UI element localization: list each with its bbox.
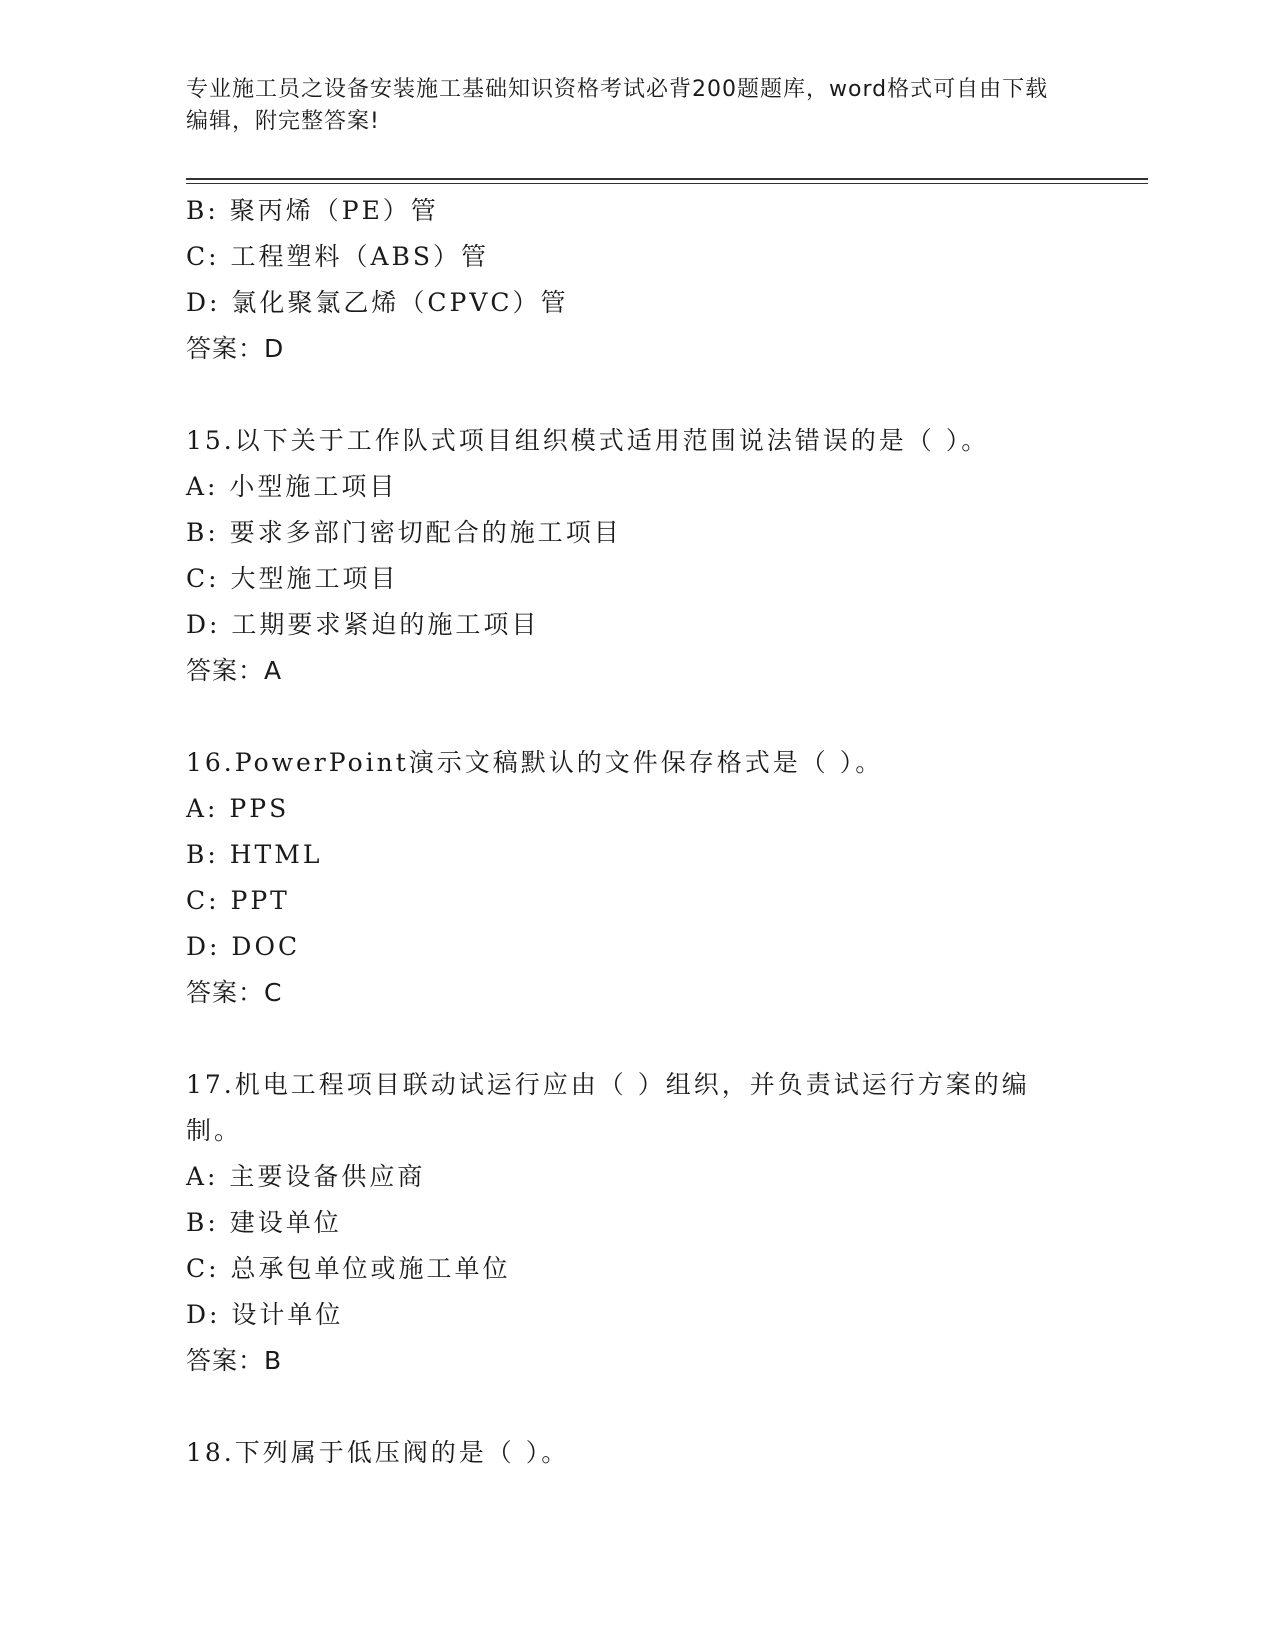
question-16 [186,740,1066,1016]
header-rule-thin [186,183,1148,184]
question-14-tail [186,188,1066,372]
option-c: C: 工程塑料（ABS）管 [186,242,490,271]
question-stem: 15.以下关于工作队式项目组织模式适用范围说法错误的是（ ）。 [186,426,990,455]
option-c: C: 总承包单位或施工单位 [186,1254,511,1283]
option-d: D: 工期要求紧迫的施工项目 [186,610,540,639]
option-a: A: 小型施工项目 [186,472,398,501]
option-d: D: DOC [186,932,301,961]
question-stem: 16.PowerPoint演示文稿默认的文件保存格式是（ ）。 [186,748,884,777]
question-18 [186,1430,1066,1476]
question-stem: 18.下列属于低压阀的是（ ）。 [186,1438,570,1467]
answer: 答案：D [186,334,285,363]
question-15 [186,418,1066,694]
answer: 答案：B [186,1346,283,1375]
option-d: D: 氯化聚氯乙烯（CPVC）管 [186,288,569,317]
option-a: A: 主要设备供应商 [186,1162,426,1191]
question-17 [186,1062,1066,1384]
question-stem: 17.机电工程项目联动试运行应由（ ）组织，并负责试运行方案的编制。 [186,1070,1030,1145]
option-b: B: 要求多部门密切配合的施工项目 [186,518,622,547]
header-rule-thick [186,178,1148,180]
option-b: B: 建设单位 [186,1208,342,1237]
option-d: D: 设计单位 [186,1300,344,1329]
option-c: C: 大型施工项目 [186,564,399,593]
answer: 答案：A [186,656,283,685]
option-c: C: PPT [186,886,290,915]
option-b: B: HTML [186,840,323,869]
answer: 答案：C [186,978,283,1007]
question-list [186,188,1066,1476]
option-b: B: 聚丙烯（PE）管 [186,196,439,225]
document-header: 专业施工员之设备安装施工基础知识资格考试必背200题题库，word格式可自由下载编辑，附完整答案! [186,77,1049,134]
option-a: A: PPS [186,794,290,823]
